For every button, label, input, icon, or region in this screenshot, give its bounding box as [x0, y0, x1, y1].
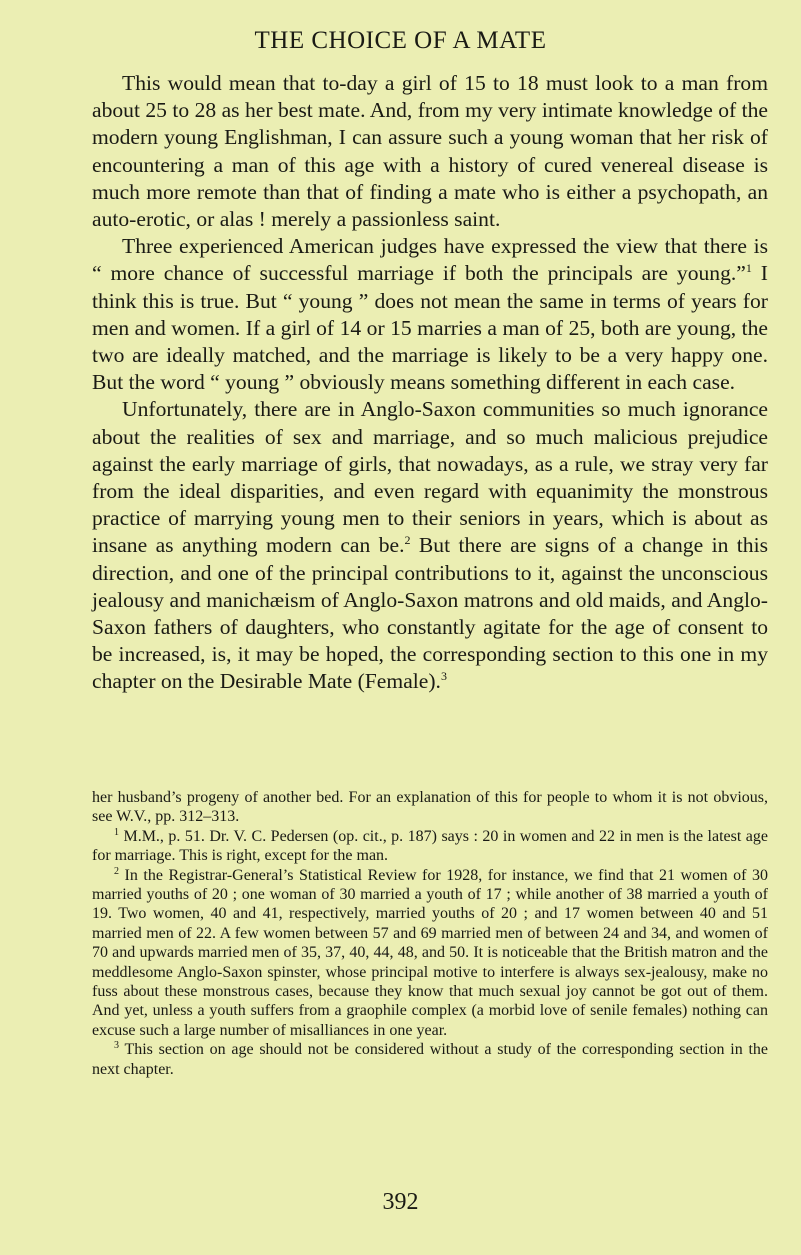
- footnote-2: [92, 866, 768, 1041]
- paragraph-text: Three experienced American judges have expressed the view that there is “ more chance of successful marriage if both the principals are young.”: [92, 234, 768, 286]
- paragraph-3: [92, 396, 768, 695]
- footnote-ref: 3: [440, 669, 447, 684]
- footnote-mark: 1: [114, 826, 119, 838]
- footnote-text: M.M., p. 51. Dr. V. C. Pedersen (op. cit., p. 187) says : 20 in women and 22 in men is the latest age for marriage. This is right, except for the man.: [92, 827, 768, 865]
- footnote-ref: 1: [745, 261, 752, 276]
- footnote-mark: 3: [114, 1040, 119, 1052]
- footnote-continuation: her husband’s progeny of another bed. For an explanation of this for people to whom it is not obvious, see W.V., pp. 312–313.: [92, 789, 768, 826]
- footnote-1: [92, 827, 768, 866]
- paragraph-1: [92, 70, 768, 233]
- paragraph-text: I think this is true. But “ young ” does not mean the same in terms of years for men and women. If a girl of 14 or 15 marries a man of 25, both are young, the two are ideally matched, and the marriage is likely to be a very happy one. But the word “ young ” obviously means something different in each case.: [92, 261, 768, 395]
- page-number: 392: [382, 1189, 419, 1215]
- footnote-text: In the Registrar-General’s Statistical Review for 1928, for instance, we find that 21 women of 30 married youths of 20 ; one woman of 30 married a youth of 17 ; while another of 38 married a youth of 19. Two women, 40 and 41, respectively, married youths of 20 ; and 17 women between 40 and 51 married men of 22. A few women between 57 and 69 married men of between 24 and 34, and women of 70 and upwards married men of 35, 37, 40, 44, 48, and 50. It is noticeable that the British matron and the meddlesome Anglo-Saxon spinster, whose principal motive to interfere is always sex-jealousy, make no fuss about these monstrous cases, because they know that much sexual joy cannot be got out of them. And yet, unless a youth suffers from a graophile complex (a morbid love of senile females) nothing can excuse such a large number of misalliances in one year.: [92, 866, 768, 1039]
- paragraph-text: Unfortunately, there are in Anglo-Saxon communities so much ignorance about the realities of sex and marriage, and so much malicious prejudice against the early marriage of girls, that nowadays, as a rule, we stray very far from the ideal disparities, and even regard with equanimity the monstrous practice of marrying young men to their seniors in years, which is about as insane as anything modern can be.: [92, 397, 768, 558]
- footnote-ref: 2: [404, 533, 411, 548]
- paragraph-text: But there are signs of a change in this direction, and one of the principal contributions to it, against the unconscious jealousy and manichæism of Anglo-Saxon matrons and old maids, and Anglo-Saxon fathers of daughters, who constantly agitate for the age of consent to be increased, is, it may be hoped, the corresponding section to this one in my chapter on the Desirable Mate (Female).: [92, 533, 768, 694]
- footnote-text: This section on age should not be considered without a study of the corresponding section in the next chapter.: [92, 1041, 768, 1078]
- main-text: [92, 70, 768, 696]
- footnote-mark: 2: [114, 865, 119, 877]
- running-head: THE CHOICE OF A MATE: [254, 27, 547, 54]
- footnote-3: [92, 1040, 768, 1079]
- paragraph-text: This would mean that to-day a girl of 15 to 18 must look to a man from about 25 to 28 as her best mate. And, from my very intimate knowledge of the modern young Englishman, I can assure such a young woman that her risk of encountering a man of this age with a history of cured venereal disease is much more remote than that of finding a mate who is either a psychopath, an auto-erotic, or alas ! merely a passionless saint.: [92, 71, 768, 232]
- paragraph-2: [92, 233, 768, 396]
- footnotes: [92, 788, 768, 1079]
